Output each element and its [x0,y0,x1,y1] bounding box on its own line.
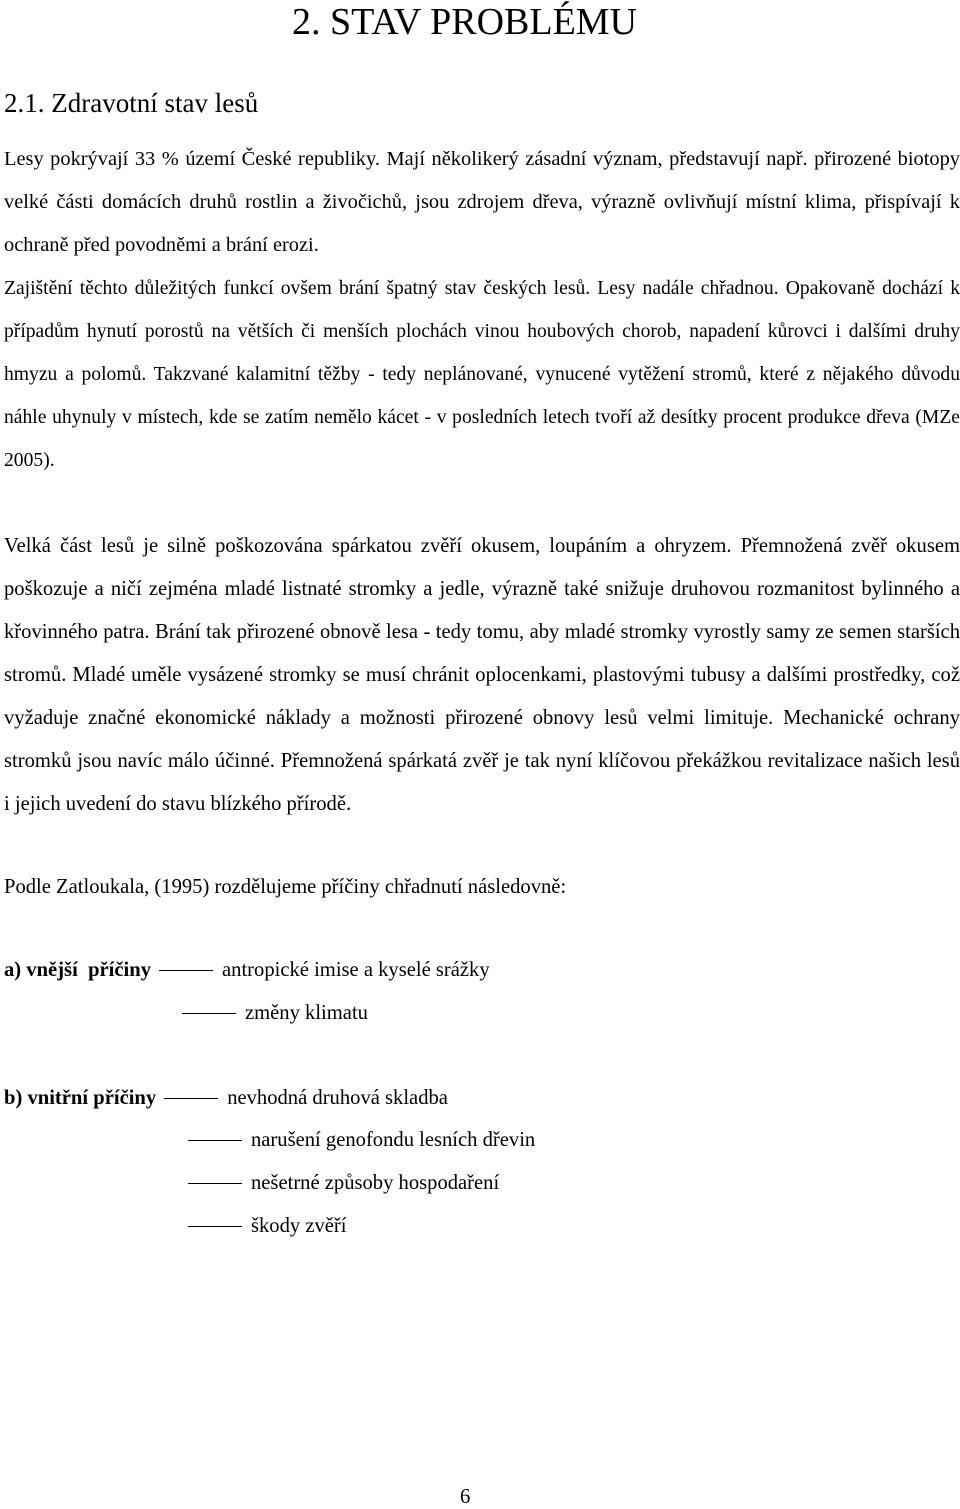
dash-line [188,1140,242,1141]
external-causes-label: a) vnější příčiny [4,959,152,981]
internal-cause-item: nevhodná druhová skladba [227,1087,448,1109]
dash-line [182,1013,236,1014]
internal-causes-label: b) vnitřní příčiny [4,1087,157,1109]
chapter-title: 2. STAV PROBLÉMU [292,1,638,43]
dash-line [188,1183,242,1184]
external-cause-item: změny klimatu [245,1002,368,1024]
external-cause-item: antropické imise a kyselé srážky [222,959,490,981]
external-causes-row [174,998,368,1028]
dash-line [159,970,213,971]
internal-causes-row [180,1125,535,1155]
external-causes-row [4,955,490,985]
paragraph-causes-intro: Podle Zatloukala, (1995) rozdělujeme příčiny chřadnutí následovně: [4,876,567,898]
page-number: 6 [460,1486,471,1508]
dash-line [164,1098,218,1099]
internal-cause-item: škody zvěří [251,1215,347,1237]
paragraph-game-damage: Velká část lesů je silně poškozována spárkatou zvěří okusem, loupáním a ohryzem. Přemnožená zvěř okusem poškozuje a ničí zejména mladé listnaté stromky a jedle, výrazně také snižuje druhovou rozmanitost bylinného a křovinného patra. Brání tak přirozené obnově lesa - tedy tomu, aby mladé stromky vyrostly samy ze semen starších stromů. Mladé uměle vysázené stromky se musí chránit oplocenkami, plastovými tubusy a dalšími prostředky, což vyžaduje značné ekonomické náklady a možnosti přirozené obnovy lesů velmi limituje. Mechanické ochrany stromků jsou navíc málo účinné. Přemnožená spárkatá zvěř je tak nyní klíčovou překážkou revitalizace našich lesů i jejich uvedení do stavu blízkého přírodě. [4,535,960,815]
internal-causes-row [180,1211,347,1241]
internal-causes-row [180,1168,499,1198]
paragraph-forest-condition: Zajištění těchto důležitých funkcí ovšem brání špatný stav českých lesů. Lesy nadále chřadnou. Opakovaně dochází k případům hynutí porostů na větších či menších plochách vinou houbových chorob, napadení kůrovci i dalšími druhy hmyzu a polomů. Takzvané kalamitní těžby - tedy neplánované, vynucené vytěžení stromů, které z nějakého důvodu náhle uhynuly v místech, kde se zatím nemělo kácet - v posledních letech tvoří až desítky procent produkce dřeva (MZe 2005). [4,278,960,471]
section-title: 2.1. Zdravotní stav lesů [4,88,259,118]
internal-cause-item: narušení genofondu lesních dřevin [251,1129,536,1151]
internal-causes-row [4,1083,448,1113]
dash-line [188,1226,242,1227]
paragraph-forest-importance: Lesy pokrývají 33 % území České republiky. Mají několikerý zásadní význam, představují např. přirozené biotopy velké části domácích druhů rostlin a živočichů, jsou zdrojem dřeva, výrazně ovlivňují místní klima, přispívají k ochraně před povodněmi a brání erozi. [4,148,960,256]
internal-cause-item: nešetrné způsoby hospodaření [251,1172,500,1194]
